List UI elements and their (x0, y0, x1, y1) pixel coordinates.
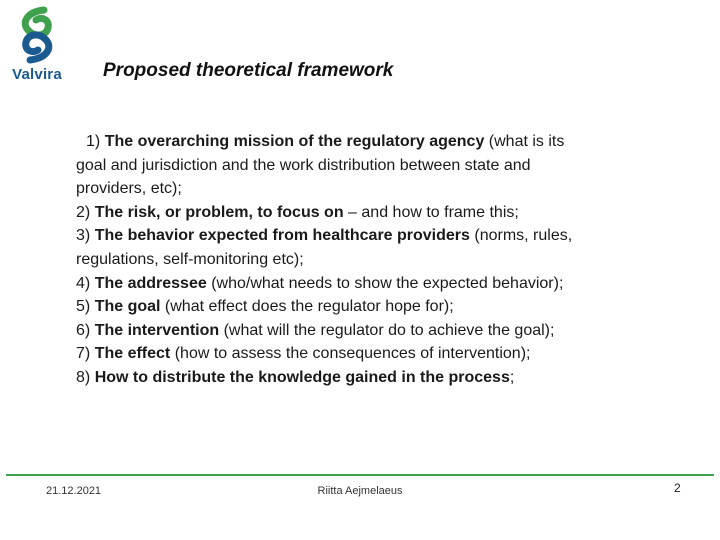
item-heading: The intervention (94, 321, 220, 339)
item-number: 3) (76, 227, 91, 245)
item-description: ; (509, 368, 515, 386)
item-number: 5) (76, 298, 91, 316)
page-number: 2 (674, 481, 681, 495)
footer-date: 21.12.2021 (46, 485, 102, 497)
item-heading: How to distribute the knowledge gained in the process (94, 368, 510, 386)
item-heading: The effect (94, 345, 171, 363)
item-heading: The goal (94, 298, 161, 316)
list-item (76, 342, 576, 366)
list-item (76, 366, 576, 390)
list-item (76, 224, 576, 271)
item-number: 1) (86, 133, 101, 150)
item-heading: The behavior expected from healthcare providers (94, 227, 470, 245)
list-item (76, 130, 576, 201)
footer-author: Riitta Aejmelaeus (317, 485, 403, 497)
footer-divider (6, 474, 714, 476)
item-number: 7) (76, 345, 91, 363)
item-description: (what is its goal and jurisdiction and the work distribution between state and providers, etc); (76, 133, 565, 198)
logo-wordmark: Valvira (12, 66, 62, 83)
item-number: 2) (76, 203, 91, 221)
valvira-logo (6, 6, 68, 92)
item-heading: The overarching mission of the regulatory agency (104, 133, 485, 150)
list-item (76, 319, 576, 343)
item-description: (who/what needs to show the expected behavior); (206, 274, 564, 292)
item-number: 4) (76, 274, 91, 292)
item-heading: The risk, or problem, to focus on (94, 203, 344, 221)
item-number: 6) (76, 321, 91, 339)
item-description: (what will the regulator do to achieve the goal); (219, 321, 555, 339)
list-item (76, 295, 576, 319)
framework-list (76, 130, 576, 390)
item-description: (norms, rules, regulations, self-monitoring etc); (76, 227, 573, 268)
slide-title: Proposed theoretical framework (103, 60, 394, 81)
valvira-swirl-icon (14, 6, 60, 64)
item-description: (what effect does the regulator hope for); (160, 298, 454, 316)
list-item (76, 272, 576, 296)
list-item (76, 201, 576, 225)
item-description: – and how to frame this; (343, 203, 519, 221)
item-description: (how to assess the consequences of intervention); (170, 345, 531, 363)
item-number: 8) (76, 368, 91, 386)
item-heading: The addressee (94, 274, 207, 292)
